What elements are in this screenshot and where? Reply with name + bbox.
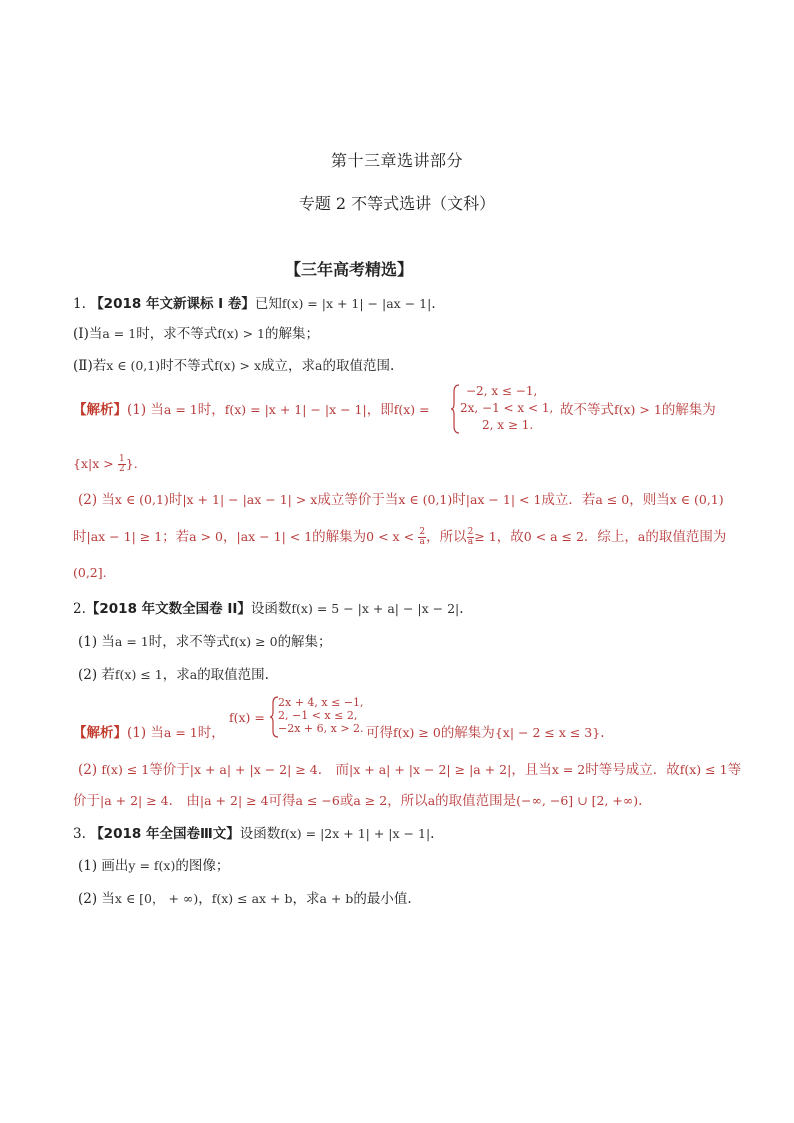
solution-text: 时 <box>168 492 183 508</box>
solution-tag: 【解析】 <box>73 725 127 741</box>
solution-text: . <box>638 793 643 809</box>
solution-text: 可得 <box>268 793 296 809</box>
problem-1-solution-line-1-tail <box>560 402 716 418</box>
problem-1-solution-line-5 <box>73 565 107 581</box>
stem-formula: f(x) = 5 − |x + a| − |x − 2| <box>291 601 460 616</box>
solution-text: 的解集为 <box>440 725 495 741</box>
fraction <box>418 528 426 547</box>
part-text: 的图像； <box>175 858 230 874</box>
math-expr: a <box>315 358 323 373</box>
piecewise-case-2: 2x, −1 < x < 1, <box>460 401 554 415</box>
problem-source: 【2018 年全国卷Ⅲ文】 <box>90 826 240 842</box>
part-text: 的最小值. <box>353 891 412 907</box>
math-expr: |ax − 1| < 1 <box>236 529 313 544</box>
math-expr: x ∈ (0,1) <box>106 358 161 373</box>
problem-2-solution-line-1-tail <box>366 725 605 741</box>
math-expr: f(x) ≤ 1 <box>114 667 163 682</box>
stem-text: 设函数 <box>250 601 292 617</box>
math-expr: a = 1 <box>163 725 198 740</box>
solution-text: 可得 <box>366 725 393 741</box>
part-text: 时，求不等式 <box>136 326 218 342</box>
math-expr: a + b <box>319 891 354 906</box>
solution-text: 的解集为 <box>312 529 367 545</box>
part-text: (Ⅰ)当 <box>73 326 103 342</box>
math-expr: a ≤ 0 <box>595 492 630 507</box>
solution-text: 成立等价于当 <box>317 492 399 508</box>
solution-text: 价于 <box>73 793 100 809</box>
fraction-denominator: a <box>467 537 474 547</box>
problem-2-part-1 <box>78 634 332 650</box>
topic-title: 专题 2 不等式选讲（文科） <box>298 194 496 213</box>
math-expr: f(x) > x <box>214 358 262 373</box>
part-text: 时，求不等式 <box>148 634 230 650</box>
problem-source: 【2018 年文新课标 I 卷】 <box>90 296 255 312</box>
solution-text: ． 由 <box>168 793 200 809</box>
piecewise-case-1: −2, x ≤ −1, <box>466 384 538 398</box>
stem-formula: f(x) = |x + 1| − |ax − 1| <box>281 296 432 311</box>
math-expr: {x| − 2 ≤ x ≤ 3} <box>494 725 601 740</box>
solution-text: . <box>600 725 605 741</box>
math-expr: f(x) = |x + 1| − |x − 1| <box>224 402 367 417</box>
math-expr: ≥ 1 <box>474 529 497 544</box>
math-expr: a = 1 <box>114 634 149 649</box>
math-expr: a = 1 <box>102 326 137 341</box>
problem-source: 【2018 年文数全国卷 II】 <box>85 601 251 617</box>
math-expr: x ∈ (0,1) <box>114 492 169 507</box>
math-expr: a <box>637 529 646 544</box>
solution-text: ，即 <box>366 402 394 418</box>
solution-text: 时 <box>452 492 466 508</box>
piecewise-case-1: 2x + 4, x ≤ −1, <box>278 696 364 709</box>
math-expr: x = 2 <box>551 762 586 777</box>
piecewise-case-3: −2x + 6, x > 2. <box>278 722 364 735</box>
problem-1-solution-line-3 <box>78 492 724 508</box>
math-expr: f(x) ≤ ax + b <box>211 891 293 906</box>
fraction-denominator: a <box>419 537 425 547</box>
solution-text: 故不等式 <box>560 402 614 418</box>
fraction-numerator: 1 <box>119 454 125 464</box>
solution-text: ，所以 <box>426 529 467 545</box>
problem-2-solution-line-2 <box>78 762 741 778</box>
math-expr: 0 < a ≤ 2 <box>523 529 584 544</box>
math-expr: x ∈ [0， + ∞) <box>114 891 199 906</box>
math-expr: |a + 2| ≥ 4 <box>199 793 269 808</box>
section-title: 【三年高考精选】 <box>285 260 414 279</box>
problem-3-stem <box>73 826 434 842</box>
math-expr: |x + a| + |x − 2| ≥ |a + 2| <box>349 762 512 777</box>
solution-text: 成立．若 <box>541 492 596 508</box>
math-expr: y = f(x) <box>128 858 176 873</box>
math-expr: f(x) ≥ 0 <box>393 725 441 740</box>
math-expr: f(x) > 1 <box>217 326 266 341</box>
math-expr: |x + a| + |x − 2| ≥ 4 <box>189 762 318 777</box>
math-expr: a ≤ −6 <box>295 793 340 808</box>
part-text: 的解集； <box>265 326 320 342</box>
problem-2-solution-line-1 <box>73 725 225 741</box>
solution-text: 时 <box>73 529 87 545</box>
solution-text: (2) 当 <box>78 492 115 508</box>
math-expr: a <box>189 667 198 682</box>
part-text: 时不等式 <box>160 358 215 374</box>
math-expr: }. <box>125 456 138 471</box>
math-expr: f(x) = <box>229 710 265 725</box>
math-expr: {x|x > <box>73 456 114 471</box>
math-expr: a > 0 <box>189 529 223 544</box>
math-expr: a ≥ 2 <box>353 793 388 808</box>
part-text: 的取值范围. <box>197 667 269 683</box>
solution-text: 等价于 <box>149 762 190 778</box>
problem-number: 3. <box>73 826 86 842</box>
problem-number: 2. <box>73 601 86 617</box>
fraction-denominator: 2 <box>119 464 125 474</box>
part-text: (2) 若 <box>78 667 115 683</box>
solution-text: (1) 当 <box>127 725 164 741</box>
part-text: ， <box>198 891 212 907</box>
stem-formula: f(x) = |2x + 1| + |x − 1| <box>280 826 431 841</box>
solution-text: (2) <box>78 762 98 778</box>
math-expr: f(x) = <box>393 402 430 417</box>
fraction <box>118 455 126 474</box>
problem-1-part-1 <box>73 326 319 342</box>
math-expr: x ∈ (0,1) <box>398 492 453 507</box>
solution-text: 的取值范围是 <box>435 793 517 809</box>
math-expr: f(x) ≤ 1 <box>679 762 728 777</box>
solution-text: ，则当 <box>629 492 670 508</box>
math-expr: x ∈ (0,1) <box>669 492 724 507</box>
part-text: 的解集； <box>277 634 332 650</box>
part-text: ，求 <box>292 891 320 907</box>
math-expr: 0 < x < <box>366 529 415 544</box>
math-expr: a = 1 <box>163 402 198 417</box>
fraction-numerator: 2 <box>467 527 474 537</box>
solution-text: ，且当 <box>511 762 552 778</box>
solution-text: 的解集为 <box>661 402 716 418</box>
solution-text: ；若 <box>162 529 190 545</box>
stem-text: . <box>430 826 435 842</box>
fraction-numerator: 2 <box>419 527 426 537</box>
part-text: 的取值范围. <box>322 358 395 374</box>
stem-text: . <box>431 296 436 312</box>
math-expr: |ax − 1| ≥ 1 <box>86 529 163 544</box>
solution-text: 等 <box>727 762 742 778</box>
problem-number: 1. <box>73 296 86 312</box>
part-text: (1) 当 <box>78 634 115 650</box>
part-text: (2) 当 <box>78 891 115 907</box>
math-expr: f(x) > 1 <box>614 402 662 417</box>
solution-text: (1) 当 <box>127 402 164 418</box>
solution-text: 时， <box>197 725 225 741</box>
solution-text: ． 而 <box>317 762 350 778</box>
math-expr: f(x) ≥ 0 <box>229 634 278 649</box>
math-expr: (0,2]. <box>73 565 107 580</box>
problem-2-part-2 <box>78 667 269 683</box>
solution-text: ．综上， <box>583 529 638 545</box>
solution-text: 或 <box>339 793 354 809</box>
problem-3-part-2 <box>78 891 412 907</box>
problem-2-stem <box>73 601 464 617</box>
math-expr: a <box>427 793 436 808</box>
piecewise-case-2: 2, −1 < x ≤ 2, <box>278 709 358 722</box>
solution-text: ， <box>223 529 237 545</box>
math-expr: |ax − 1| < 1 <box>465 492 542 507</box>
math-expr: (−∞, −6] ∪ [2, +∞) <box>516 793 639 808</box>
problem-3-part-1 <box>78 858 229 874</box>
part-text: (Ⅱ)若 <box>73 358 107 374</box>
part-text: (1) 画出 <box>78 858 129 874</box>
chapter-title: 第十三章选讲部分 <box>330 151 463 170</box>
math-expr: f(x) ≤ 1 <box>101 762 150 777</box>
part-text: ，求 <box>162 667 190 683</box>
piecewise-case-3: 2, x ≥ 1. <box>482 418 534 432</box>
problem-1-stem <box>73 296 436 312</box>
solution-text: ，故 <box>496 529 524 545</box>
stem-text: 已知 <box>254 296 282 312</box>
solution-text: 的取值范围为 <box>645 529 727 545</box>
solution-text: ，所以 <box>387 793 428 809</box>
math-expr: |a + 2| ≥ 4 <box>100 793 169 808</box>
solution-text: 时， <box>197 402 225 418</box>
stem-text: 设函数 <box>239 826 281 842</box>
problem-2-solution-line-3 <box>73 793 642 809</box>
problem-1-part-2 <box>73 358 394 374</box>
problem-1-solution-line-2 <box>73 455 138 474</box>
problem-1-solution-line-4 <box>73 528 726 547</box>
solution-tag: 【解析】 <box>73 402 127 418</box>
part-text: 成立，求 <box>261 358 316 374</box>
math-expr: |x + 1| − |ax − 1| > x <box>182 492 318 507</box>
stem-text: . <box>459 601 464 617</box>
solution-text: 时等号成立．故 <box>585 762 680 778</box>
problem-1-solution-line-1 <box>73 402 430 418</box>
problem-2-piecewise-label <box>229 710 265 726</box>
